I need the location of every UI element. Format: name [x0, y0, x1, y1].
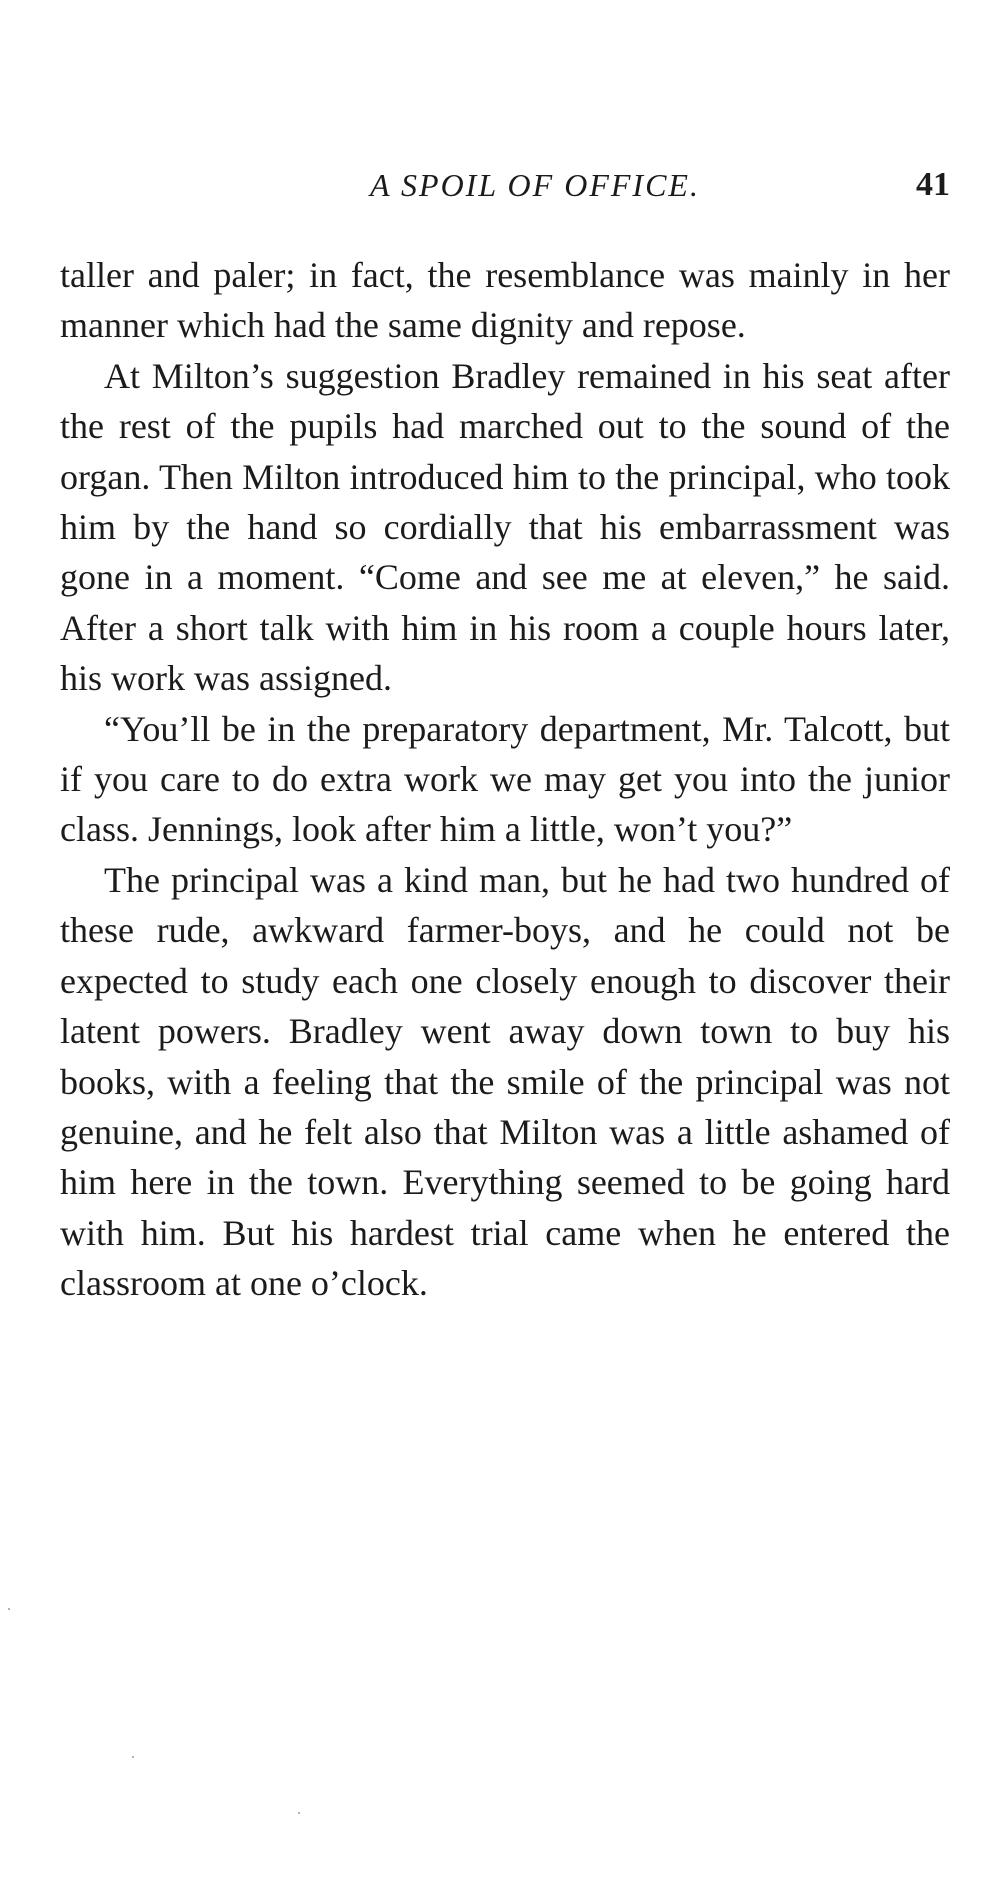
paper-speck: [298, 1812, 300, 1814]
paragraph-continued: taller and paler; in fact, the resemblance was mainly in her manner which had the same dignity and repose.: [60, 255, 950, 346]
body-text: [60, 250, 950, 1309]
page-number: 41: [916, 166, 950, 203]
paragraph: The principal was a kind man, but he had two hundred of these rude, awkward farmer-boys, and he could not be expected to study each one closely enough to discover their latent powers. Bradley went away down town to buy his books, with a feeling that the smile of the principal was not genuine, and he felt also that Milton was a little ashamed of him here in the town. Everything seemed to be going hard with him. But his hardest trial came when he entered the classroom at one o’clock.: [60, 859, 950, 1304]
running-title: A SPOIL OF OFFICE.: [370, 167, 700, 203]
paragraph: At Milton’s suggestion Bradley remained in his seat after the rest of the pupils had marched out to the sound of the organ. Then Milton introduced him to the principal, who took him by the hand so cordially that his embarrassment was gone in a moment. “Come and see me at eleven,” he said. After a short talk with him in his room a couple hours later, his work was assigned.: [60, 355, 950, 699]
running-head: [60, 160, 950, 210]
paper-speck: [132, 1756, 134, 1758]
paper-speck: [8, 1608, 10, 1610]
paragraph: “You’ll be in the preparatory department, Mr. Talcott, but if you care to do extra work we may get you into the junior class. Jennings, look after him a little, won’t you?”: [60, 708, 950, 850]
